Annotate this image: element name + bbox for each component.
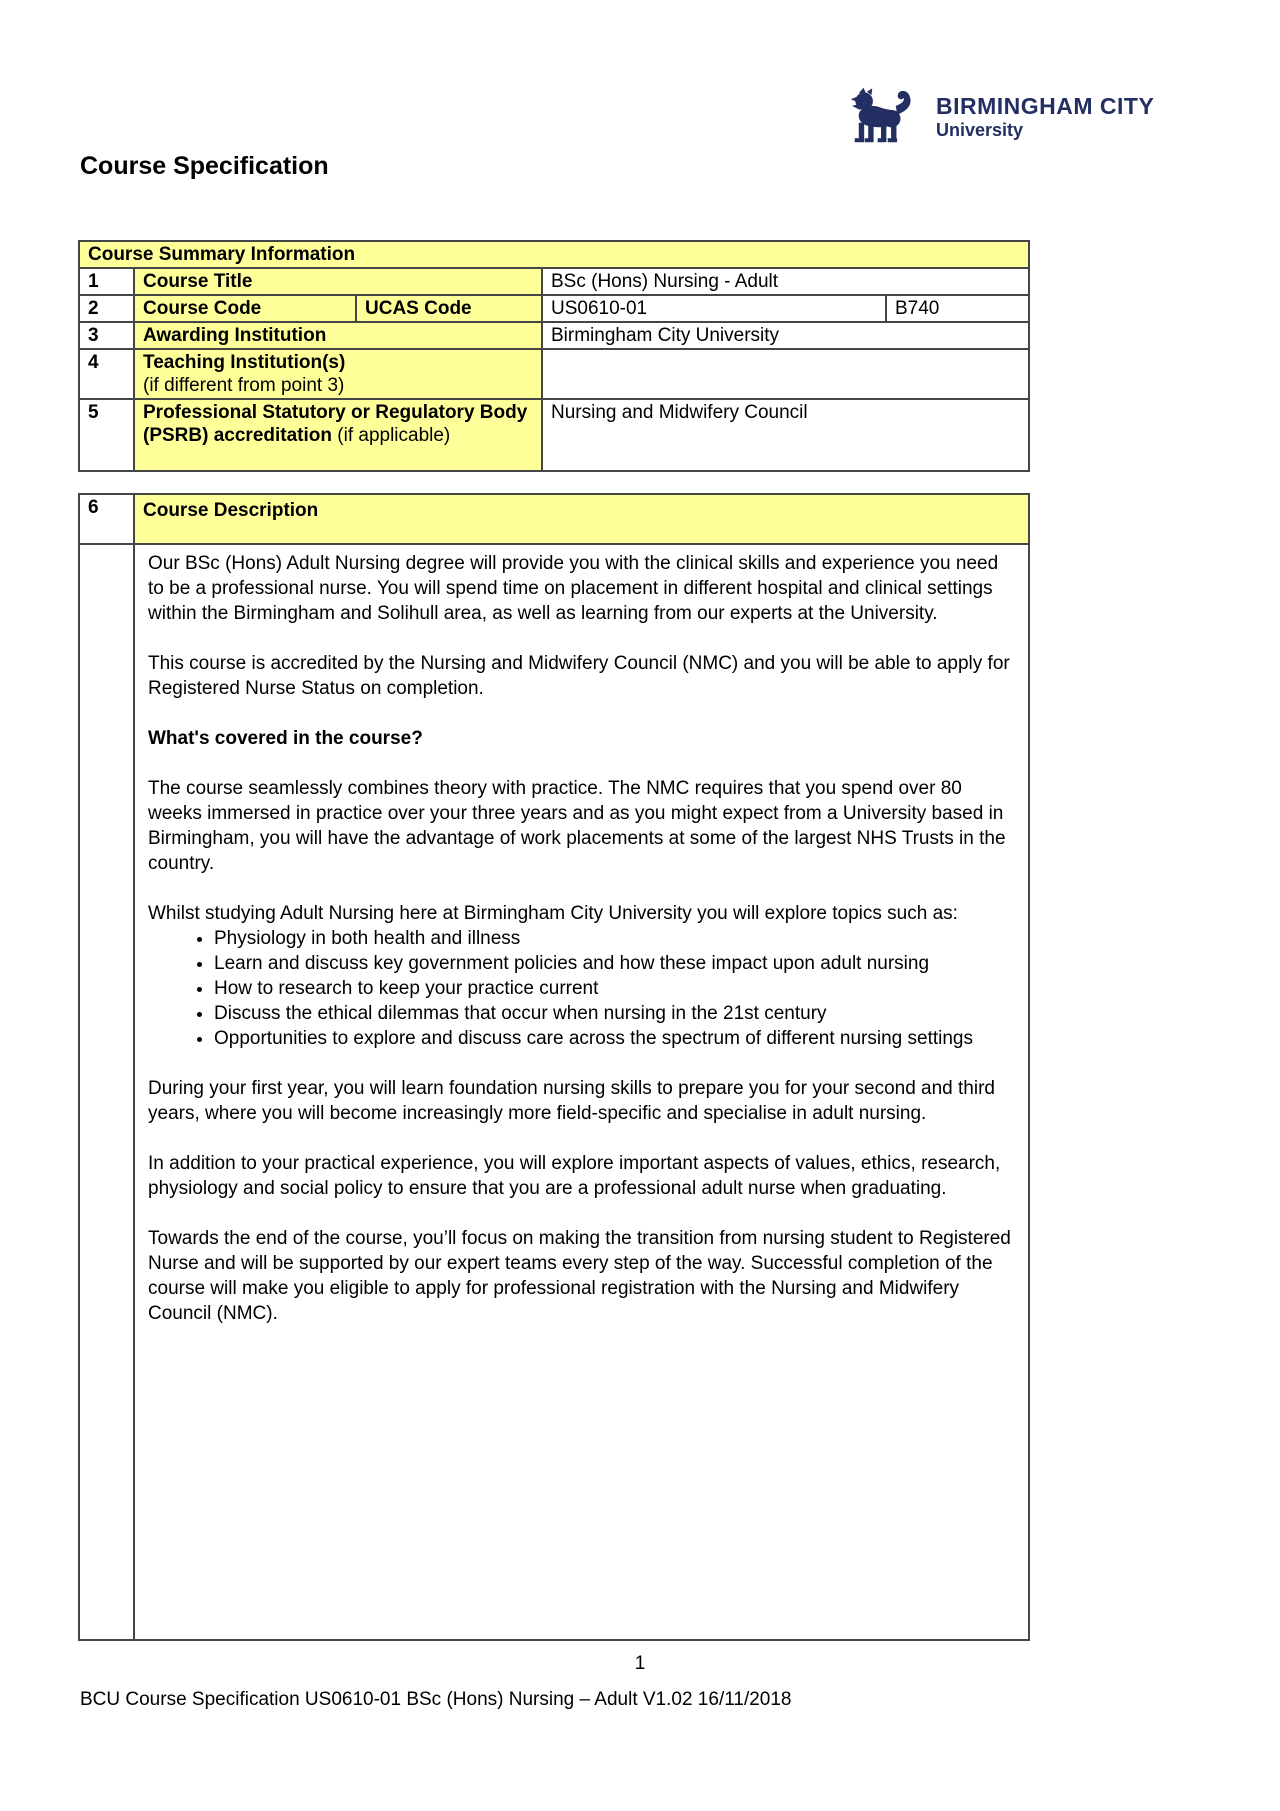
row-label: [134, 349, 542, 399]
course-summary-table: [78, 240, 1030, 472]
paragraph-first-year: During your first year, you will learn foundation nursing skills to prepare you for your second and third years, where you will become increasingly more field-specific and specialise in adult nursing.: [148, 1078, 995, 1124]
summary-row-awarding-institution: [79, 322, 1029, 349]
description-header-row: [79, 494, 1029, 544]
bullet-item: • Learn and discuss key government policies and how these impact upon adult nursing: [214, 951, 1016, 976]
row-label-note: (if different from point 3): [143, 375, 345, 396]
description-body-row: [79, 544, 1029, 1640]
summary-table-title: Course Summary Information: [79, 241, 1029, 268]
row-label: Course Title: [134, 268, 542, 295]
summary-row-psrb: [79, 399, 1029, 471]
bcu-logo: [846, 84, 1154, 148]
row-number: 2: [79, 295, 134, 322]
bcu-lion-icon: [846, 84, 920, 148]
description-title: Course Description: [134, 494, 1029, 544]
paragraph-practical-experience: In addition to your practical experience, you will explore important aspects of values, ethics, research, physiology and social policy to ensure that you are a professional adult nurse when graduating.: [148, 1153, 1001, 1199]
summary-row-course-code: [79, 295, 1029, 322]
paragraph-intro: Our BSc (Hons) Adult Nursing degree will provide you with the clinical skills and experience you need to be a professional nurse. You will spend time on placement in different hospital and clinical settings within the Birmingham and Solihull area, as well as learning from our experts at the University.: [148, 553, 999, 624]
row-label: Awarding Institution: [134, 322, 542, 349]
paragraph-topics-lead-in: Whilst studying Adult Nursing here at Birmingham City University you will explore topics such as:: [148, 903, 958, 924]
row-number: 4: [79, 349, 134, 399]
summary-table-header-row: [79, 241, 1029, 268]
row-label: [134, 399, 542, 471]
logo-university-sub: University: [936, 119, 1024, 140]
summary-row-course-title: [79, 268, 1029, 295]
course-description-table: [78, 493, 1030, 1641]
logo-text: [936, 93, 1154, 140]
bullet-item: • Discuss the ethical dilemmas that occur when nursing in the 21st century: [214, 1001, 1016, 1026]
section-heading-whats-covered: What's covered in the course?: [148, 728, 423, 749]
bullet-item: • Physiology in both health and illness: [214, 926, 1016, 951]
description-number-spacer: [79, 544, 134, 1640]
description-number: 6: [79, 494, 134, 544]
bullet-list: [148, 926, 1016, 1051]
row-label-main: Professional Statutory or Regulatory Body (PSRB) accreditation: [143, 402, 528, 446]
row-label-note: (if applicable): [337, 425, 451, 446]
paragraph-accreditation: This course is accredited by the Nursing and Midwifery Council (NMC) and you will be able to apply for Registered Nurse Status on completion.: [148, 653, 1010, 699]
row-value: [542, 349, 1029, 399]
row-label-main: Teaching Institution(s): [143, 352, 346, 373]
paragraph-transition: Towards the end of the course, you’ll focus on making the transition from nursing student to Registered Nurse and will be supported by our expert teams every step of the way. Successful completion of the course will make you eligible to apply for professional registration with the Nursing and Midwifery Council (NMC).: [148, 1228, 1011, 1324]
description-body: [134, 544, 1029, 1640]
row-number: 3: [79, 322, 134, 349]
row-label-ucas-code: UCAS Code: [356, 295, 542, 322]
paragraph-theory-practice: The course seamlessly combines theory with practice. The NMC requires that you spend over 80 weeks immersed in practice over your three years and as you might expect from a University based in Birmingham, you will have the advantage of work placements at some of the largest NHS Trusts in the country.: [148, 778, 1006, 874]
row-number: 1: [79, 268, 134, 295]
bullet-item: • How to research to keep your practice current: [214, 976, 1016, 1001]
row-value-ucas-code: B740: [886, 295, 1029, 322]
page-title: Course Specification: [80, 152, 329, 180]
row-value: Nursing and Midwifery Council: [542, 399, 1029, 471]
row-label-course-code: Course Code: [134, 295, 356, 322]
summary-row-teaching-institution: [79, 349, 1029, 399]
row-value-course-code: US0610-01: [542, 295, 886, 322]
row-value: Birmingham City University: [542, 322, 1029, 349]
row-number: 5: [79, 399, 134, 471]
bullet-item: • Opportunities to explore and discuss care across the spectrum of different nursing settings: [214, 1026, 1016, 1051]
logo-university-name: BIRMINGHAM CITY: [936, 92, 1155, 119]
footer-text: BCU Course Specification US0610-01 BSc (Hons) Nursing – Adult V1.02 16/11/2018: [80, 1689, 792, 1710]
row-value: BSc (Hons) Nursing - Adult: [542, 268, 1029, 295]
page-number: 1: [634, 1653, 646, 1674]
